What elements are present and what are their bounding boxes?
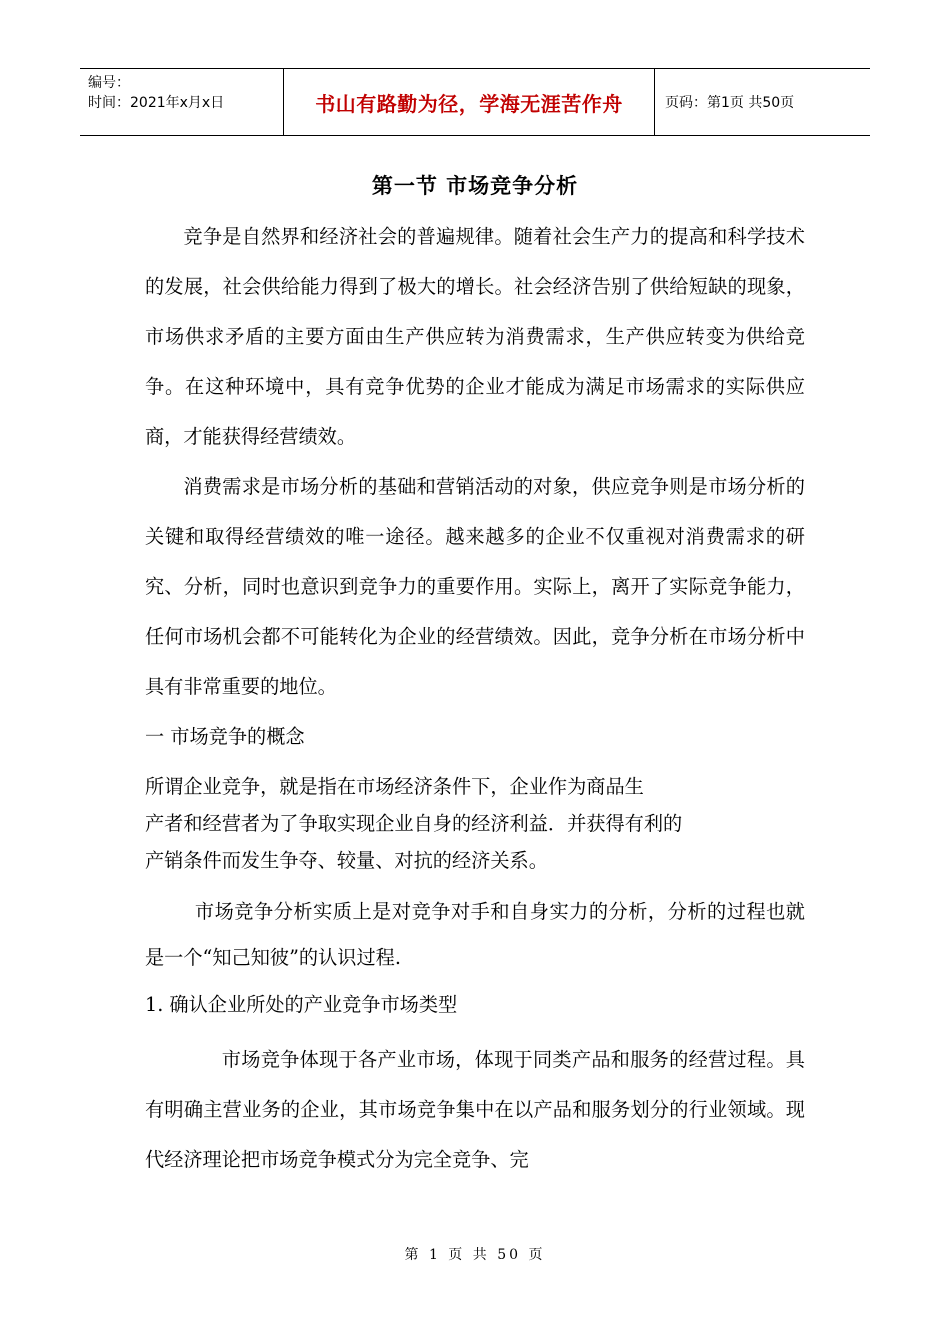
paragraph-analysis-essence: 市场竞争分析实质上是对竞争对手和自身实力的分析，分析的过程也就是一个“知己知彼”的认识过程. [145, 900, 805, 969]
header-motto: 书山有路勤为径，学海无涯苦作舟 [283, 69, 655, 135]
header-page-info: 页码：第1页 共50页 [665, 95, 795, 111]
paragraph-enterprise-competition [145, 762, 805, 889]
text-line: 所谓企业竞争，就是指在市场经济条件下，企业作为商品生 [145, 775, 644, 798]
text-line: 产者和经营者为了争取实现企业自身的经济利益．并获得有利的 [145, 812, 683, 835]
text-line: 产销条件而发生争夺、较量、对抗的经济关系。 [145, 849, 548, 872]
heading-market-competition-concept: 一 市场竞争的概念 [145, 725, 305, 748]
header-meta [80, 69, 283, 135]
section-title: 第一节 市场竞争分析 [371, 174, 579, 198]
document-date-label: 时间：2021年x月x日 [88, 95, 225, 111]
document-header [80, 68, 870, 136]
document-body [145, 212, 805, 1185]
document-number-label: 编号： [88, 75, 130, 91]
paragraph-consumer-demand: 消费需求是市场分析的基础和营销活动的对象，供应竞争则是市场分析的关键和取得经营绩效的唯一途径。越来越多的企业不仅重视对消费需求的研究、分析，同时也意识到竞争力的重要作用。实际上，离开了实际竞争能力，任何市场机会都不可能转化为企业的经营绩效。因此，竞争分析在市场分析中具有非常重要的地位。 [145, 475, 805, 698]
page-footer: 第 1 页 共 50 页 [404, 1247, 546, 1263]
paragraph-competition-law: 竞争是自然界和经济社会的普遍规律。随着社会生产力的提高和科学技术的发展，社会供给能力得到了极大的增长。社会经济告别了供给短缺的现象，市场供求矛盾的主要方面由生产供应转为消费需求，生产供应转变为供给竞争。在这种环境中，具有竞争优势的企业才能成为满足市场需求的实际供应商，才能获得经营绩效。 [145, 225, 805, 448]
heading-industry-market-type: 1. 确认企业所处的产业竞争市场类型 [145, 993, 458, 1016]
paragraph-industry-competition: 市场竞争体现于各产业市场，体现于同类产品和服务的经营过程。具有明确主营业务的企业，其市场竞争集中在以产品和服务划分的行业领域。现代经济理论把市场竞争模式分为完全竞争、完 [145, 1048, 805, 1171]
